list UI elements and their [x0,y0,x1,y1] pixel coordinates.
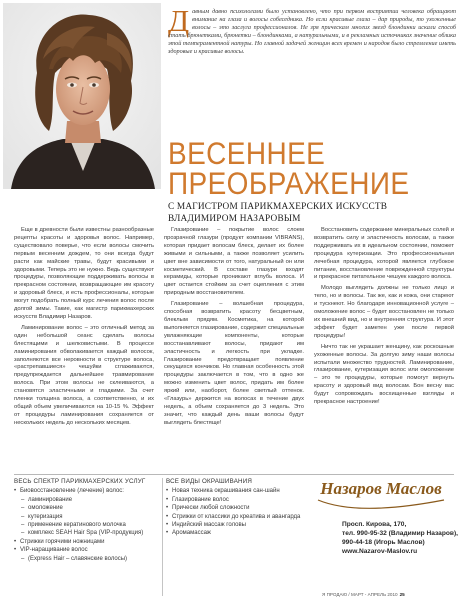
intro-paragraph [168,3,456,57]
services-items [14,487,162,563]
service-item: • VIP-наращивание волос [14,546,162,554]
contact-address: Просп. Кирова, 170, [342,521,407,528]
service-subitem: – омоложение [14,504,162,512]
service-subitem: – применение кератинового молочка [14,521,162,529]
service-subitem: – ламинирование [14,496,162,504]
services-items [166,487,306,537]
service-item: • Прически любой сложности [166,504,306,512]
contact-phone-1: тел. 990-95-32 (Владимир Назаров), [342,530,458,537]
service-item: • Новая техника окрашивания сан-шайн [166,487,306,495]
column-paragraph: Ламинирование волос – это отличный метод за один небольшой сеанс сделать волосы блестящими и шелковистыми. В процессе ламинирования обволакивается каждый волосок, заполняются все неровности в структуре волоса, «растрепавшиеся» чешуйки сглаживаются, предупреждается дальнейшее травмирование волоса. При этом волосы не склеиваются, а становятся эластичными и гладкими. За счет пленки толщина волоса, а соответственно, и их общий объем увеличиваются на 10-15 %. Эффект от процедуры ламинирования сохраняется от нескольких недель до нескольких месяцев. [14,324,154,426]
portrait-photo [3,3,161,189]
services-header: ВСЕ ВИДЫ ОКРАШИВАНИЯ [166,478,253,485]
column-paragraph: Еще в древности были известны разнообразные рецепты красоты и здоровья волос. Например, существовало поверье, что если волосы смочить первым весенним дождем, то они всегда будут расти как майские травы, будут красивыми и здоровыми. Теперь это не нужно. Ведь существуют процедуры, позволяющие поддерживать волосы в прекрасном состоянии, возвращающие им красоту и здоровый блеск, и есть профессионалы, которые могут подобрать полный курс лечения волос после долгой зимы. Такие, как магистр парикмахерских искусств Владимир Назаров. [14,227,154,320]
page-footer [322,592,405,597]
text-column-2 [164,227,304,430]
service-item: • Глазирование волос [166,496,306,504]
services-header: ВЕСЬ СПЕКТР ПАРИКМАХЕРСКИХ УСЛУГ [14,478,146,485]
service-item: • Аромамассаж [166,529,306,537]
service-item: • Стрижки горячими ножницами [14,538,162,546]
intro-text: авным давно психологами было установлено, что при первом восприятии человека обращают внимание на глаза и волосы собеседника. Но если красивые глаза – дар природы, то ухоженные волосы – это заслуга профессионалов. Не зря прическам многих звезд блондинки искали способ стать брюнетками, брюнетки – блондинками, а натуральными, и в рекламных источниках значение облика этой темпераментной натуры. Но главной задачей женщин всех времен и народов было стремление иметь здоровые и красивые волосы. [168,8,456,56]
service-item: • Индийский массаж головы [166,521,306,529]
portrait-illustration [3,3,161,189]
salon-logo-graphic [312,470,450,516]
column-paragraph: Восстановить содержание минеральных солей и возвратить силу и эластичность волосам, а также поддерживать их в идеальном состоянии, поможет процедура кутеризации. Это профессиональная лечебная процедура, которой является глубокое питание, восстановление поврежденной структуры и прекрасное питательное чешуек каждого волоса. [314,227,454,281]
column-paragraph: Глазирование – покрытие волос слоем прозрачной глазури (продукт компании VIBRANS), которая придает волосам блеск, делает их более живыми и сильными, а также позволяет усилить цвет вне зависимости от того, натуральный он или косметический. В составе глазури входят керамиды, которые проникают вглубь волоса. И цвет остается стойким за счет оцепления с этим природным восстановителем. [164,227,304,297]
footer-issue: Я ПРОДАЮ / МАРТ - АПРЕЛЬ 2010 [322,592,398,597]
services-divider [162,478,163,596]
text-column-3 [314,227,454,409]
service-item: • Стрижки от классики до креатива и авангарда [166,513,306,521]
article-title [168,135,410,201]
text-column-1 [14,227,154,430]
salon-logo-text: Назаров Маслов [320,479,442,498]
page-number: 25 [399,592,405,597]
service-subitem: – кутеризация [14,513,162,521]
contact-block [342,520,458,556]
column-paragraph: Глазирование – волшебная процедура, способная возвратить красоту бесцветным, блеклым прядям. Косметика, на которой выполняется глазирование, содержит специальные увлажняющие компоненты, которые восстанавливают волосы, придают им эластичность и легкость при укладке. Глазирование предотвращает появление секущихся кончиков. Но главная особенность этой процедуры заключается в том, что в одно же можно изменить цвет волос, придать им более яркий или, наоборот, более светлый оттенок. «Глазурь» держится на волосах в течение двух недель, а объем сохраняется до 3 недель. Это значит, что каждый день ваши волосы будут выглядеть блестяще! [164,301,304,426]
title-line-2: ПРЕОБРАЖЕНИЕ [168,166,410,201]
title-line-1: ВЕСЕННЕЕ [168,135,326,171]
services-list-coloring [166,478,306,538]
contact-phone-2: 990-44-18 (Игорь Маслов) [342,539,425,546]
service-item-note: – (Express Hair – славянские волосы) [14,555,162,563]
salon-logo [312,470,450,516]
service-subitem: – комплекс SEAH Hair Spa (VIP-продукция) [14,529,162,537]
contact-website[interactable]: www.Nazarov-Maslov.ru [342,548,418,555]
service-item: • Биовосстановление (лечение) волос: [14,487,162,495]
article-subtitle: С МАГИСТРОМ ПАРИКМАХЕРСКИХ ИСКУССТВ ВЛАДИМИРОМ НАЗАРОВЫМ [168,202,388,224]
drop-cap: Д [168,3,190,38]
column-paragraph: Молодо выглядеть должны не только лицо и тело, но и волосы. Так же, как и кожа, они стареют и тускнеют. Но благодаря инновационной услуге – омоложение волос – будет восстановлен не только их внешний вид, но и внутренняя структура. И этот эффект будет заметен уже после первой процедуры! [314,285,454,339]
column-paragraph: Ничто так не украшает женщину, как роскошные ухоженные волосы. За долгую зиму наши волосы испытали множество трудностей. Ламинирование, глазирование, кутеризация волос или омоложение – это те процедуры, которые помогут вернуть красоту и здоровый вид волосам. Бон весну вас будут сопровождать восхищенные взгляды и прекрасное настроение! [314,343,454,406]
services-list-hair [14,478,162,563]
